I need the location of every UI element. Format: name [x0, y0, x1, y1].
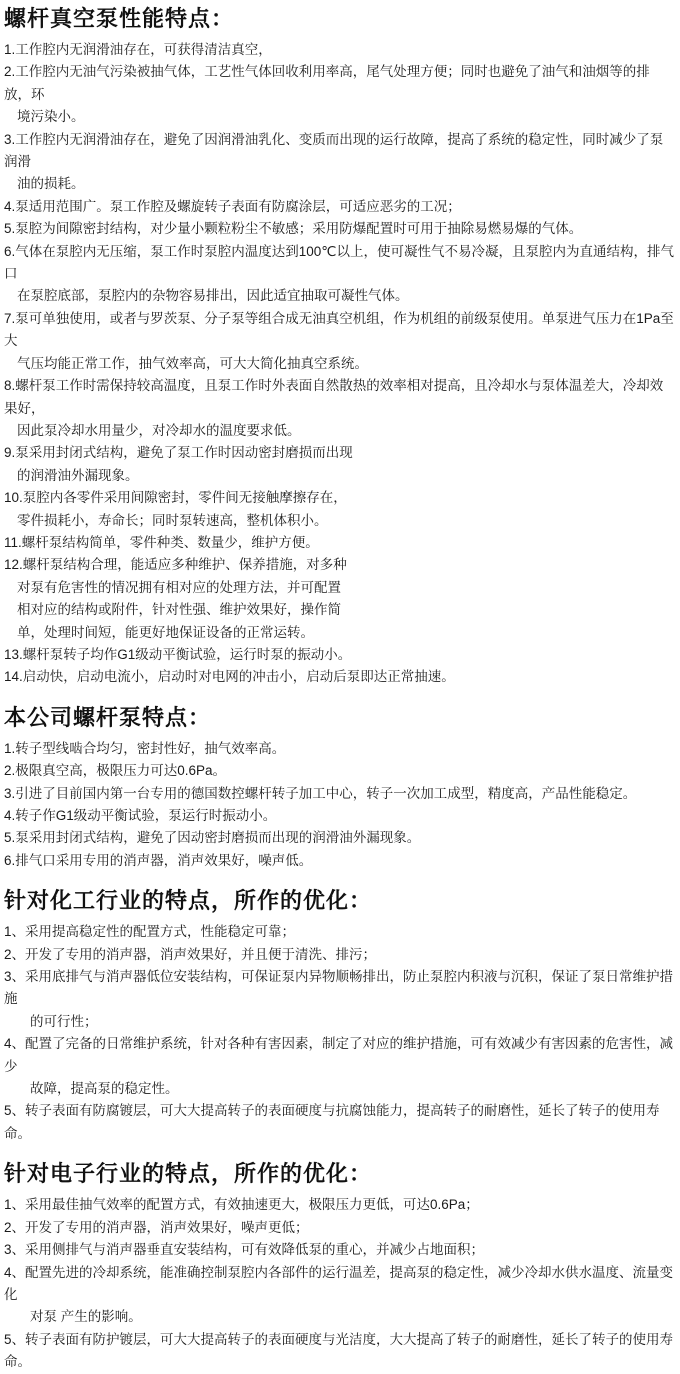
list-item: [4, 218, 676, 240]
list-item-line: 5.泵腔为间隙密封结构，对少量小颗粒粉尘不敏感；采用防爆配置时可用于抽除易燃易爆的气体。: [4, 221, 583, 237]
list-item: [4, 442, 676, 487]
list-item: [4, 644, 676, 666]
section-title: 螺杆真空泵性能特点：: [4, 6, 235, 31]
list-item-line: 气压均能正常工作，抽气效率高，可大大简化抽真空系统。: [17, 355, 368, 371]
list-item-line: 11.螺杆泵结构简单，零件种类、数量少，维护方便。: [4, 534, 319, 550]
list-item: [4, 921, 676, 943]
list-item: [4, 944, 676, 966]
list-item: [4, 966, 676, 1033]
list-item-line: 2.极限真空高，极限压力可达0.6Pa。: [4, 763, 227, 779]
list-item-line: 2.工作腔内无油气污染被抽气体，工艺性气体回收利用率高，尾气处理方便；同时也避免了油气和油烟等的排放，环: [4, 64, 650, 102]
section-title: 针对化工行业的特点，所作的优化：: [4, 888, 373, 914]
list-item-line: 7.泵可单独使用，或者与罗茨泵、分子泵等组合成无油真空机组，作为机组的前级泵使用。单泵进气压力在1Pa至大: [4, 310, 674, 349]
list-item: [4, 666, 676, 688]
list-item: [4, 241, 676, 308]
list-item: [4, 129, 676, 196]
list-item-line: 10.泵腔内各零件采用间隙密封，零件间无接触摩擦存在，: [4, 490, 347, 506]
section: [4, 705, 676, 872]
list-item-line: 4.转子作G1级动平衡试验，泵运行时振动小。: [4, 808, 277, 823]
list-item-line: 8.螺杆泵工作时需保持较高温度，且泵工作时外表面自然散热的效率相对提高，且冷却水与泵体温差大，冷却效果好，: [4, 378, 664, 416]
list-item: [4, 39, 676, 61]
list-item: [4, 827, 676, 849]
list-item: [4, 1100, 676, 1145]
section-list: [4, 39, 676, 689]
section: [4, 6, 676, 689]
list-item: [4, 532, 676, 554]
list-item-line: 1、采用最佳抽气效率的配置方式，有效抽速更大，极限压力更低，可达0.6Pa；: [4, 1197, 479, 1213]
list-item: [4, 375, 676, 442]
section-list: [4, 921, 676, 1145]
list-item: [4, 61, 676, 128]
list-item-line: 1、采用提高稳定性的配置方式，性能稳定可靠；: [4, 924, 296, 940]
list-item-line: 1.转子型线啮合均匀，密封性好，抽气效率高。: [4, 740, 286, 756]
list-item: [4, 196, 676, 218]
section-list: [4, 738, 676, 872]
list-item-line: 的润滑油外漏现象。: [17, 467, 139, 483]
list-item-line: 14.启动快，启动电流小，启动时对电网的冲击小，启动后泵即达正常抽速。: [4, 669, 455, 685]
list-item-line: 故障，提高泵的稳定性。: [30, 1081, 179, 1097]
section-title: 针对电子行业的特点，所作的优化：: [4, 1161, 373, 1187]
list-item-line: 的可行性；: [30, 1013, 98, 1029]
list-item: [4, 1217, 676, 1239]
list-item: [4, 1239, 676, 1261]
list-item-line: 3.工作腔内无润滑油存在，避免了因润滑油乳化、变质而出现的运行故障，提高了系统的稳定性，同时减少了泵润滑: [4, 131, 664, 170]
list-item-line: 在泵腔底部，泵腔内的杂物容易排出，因此适宜抽取可凝性气体。: [17, 288, 409, 304]
list-item: [4, 1194, 676, 1216]
list-item-line: 3、采用侧排气与消声器垂直安装结构，可有效降低泵的重心，并减少占地面积；: [4, 1242, 485, 1258]
list-item-line: 5、转子表面有防腐镀层，可大大提高转子的表面硬度与抗腐蚀能力，提高转子的耐磨性，延长了转子的使用寿命。: [4, 1103, 660, 1141]
list-item-line: 13.螺杆泵转子均作G1级动平衡试验，运行时泵的振动小。: [4, 646, 352, 662]
list-item-line: 因此泵冷却水用量少，对冷却水的温度要求低。: [17, 422, 301, 438]
list-item-line: 1.工作腔内无润滑油存在，可获得清洁真空，: [4, 42, 272, 57]
list-item-line: 相对应的结构或附件，针对性强、维护效果好，操作简: [17, 602, 341, 618]
list-item-line: 9.泵采用封闭式结构，避免了泵工作时因动密封磨损而出现: [4, 445, 353, 461]
list-item-line: 境污染小。: [17, 109, 85, 125]
list-item-line: 4.泵适用范围广。泵工作腔及螺旋转子表面有防腐涂层，可适应恶劣的工况；: [4, 198, 461, 214]
list-item-line: 2、开发了专用的消声器，消声效果好，噪声更低；: [4, 1219, 309, 1235]
list-item-line: 2、开发了专用的消声器，消声效果好，并且便于清洗、排污；: [4, 946, 377, 962]
list-item: [4, 1329, 676, 1374]
list-item-line: 4、配置先进的冷却系统，能准确控制泵腔内各部件的运行温差，提高泵的稳定性，减少冷却水供水温度、流量变化: [4, 1264, 674, 1302]
section-list: [4, 1194, 676, 1373]
list-item-line: 5、转子表面有防护镀层，可大大提高转子的表面硬度与光洁度，大大提高了转子的耐磨性，延长了转子的使用寿命。: [4, 1331, 674, 1370]
list-item-line: 单，处理时间短，能更好地保证设备的正常运转。: [17, 624, 314, 640]
list-item-line: 5.泵采用封闭式结构，避免了因动密封磨损而出现的润滑油外漏现象。: [4, 830, 421, 846]
list-item-line: 3、采用底排气与消声器低位安装结构，可保证泵内异物顺畅排出，防止泵腔内积液与沉积，保证了泵日常维护措施: [4, 969, 674, 1007]
list-item: [4, 850, 676, 872]
list-item-line: 对泵 产生的影响。: [30, 1309, 142, 1325]
list-item: [4, 554, 676, 644]
list-item-line: 6.排气口采用专用的消声器，消声效果好，噪声低。: [4, 852, 313, 868]
list-item: [4, 1262, 676, 1329]
section: [4, 888, 676, 1145]
list-item: [4, 487, 676, 532]
list-item-line: 6.气体在泵腔内无压缩，泵工作时泵腔内温度达到100℃以上，使可凝性气不易冷凝，且泵腔内为直通结构，排气口: [4, 243, 674, 282]
list-item: [4, 1033, 676, 1100]
list-item-line: 4、配置了完备的日常维护系统，针对各种有害因素，制定了对应的维护措施，可有效减少有害因素的危害性，减少: [4, 1036, 674, 1074]
list-item: [4, 783, 676, 805]
list-item: [4, 805, 676, 827]
list-item-line: 对泵有危害性的情况拥有相对应的处理方法，并可配置: [17, 579, 341, 595]
list-item: [4, 308, 676, 375]
list-item: [4, 760, 676, 782]
list-item-line: 3.引进了目前国内第一台专用的德国数控螺杆转子加工中心，转子一次加工成型，精度高，产品性能稳定。: [4, 785, 637, 801]
list-item-line: 12.螺杆泵结构合理，能适应多种维护、保养措施，对多种: [4, 557, 347, 573]
section-title: 本公司螺杆泵特点：: [4, 704, 212, 730]
list-item: [4, 738, 676, 760]
list-item-line: 零件损耗小，寿命长；同时泵转速高，整机体积小。: [17, 512, 328, 528]
section: [4, 1161, 676, 1373]
list-item-line: 油的损耗。: [17, 176, 85, 192]
